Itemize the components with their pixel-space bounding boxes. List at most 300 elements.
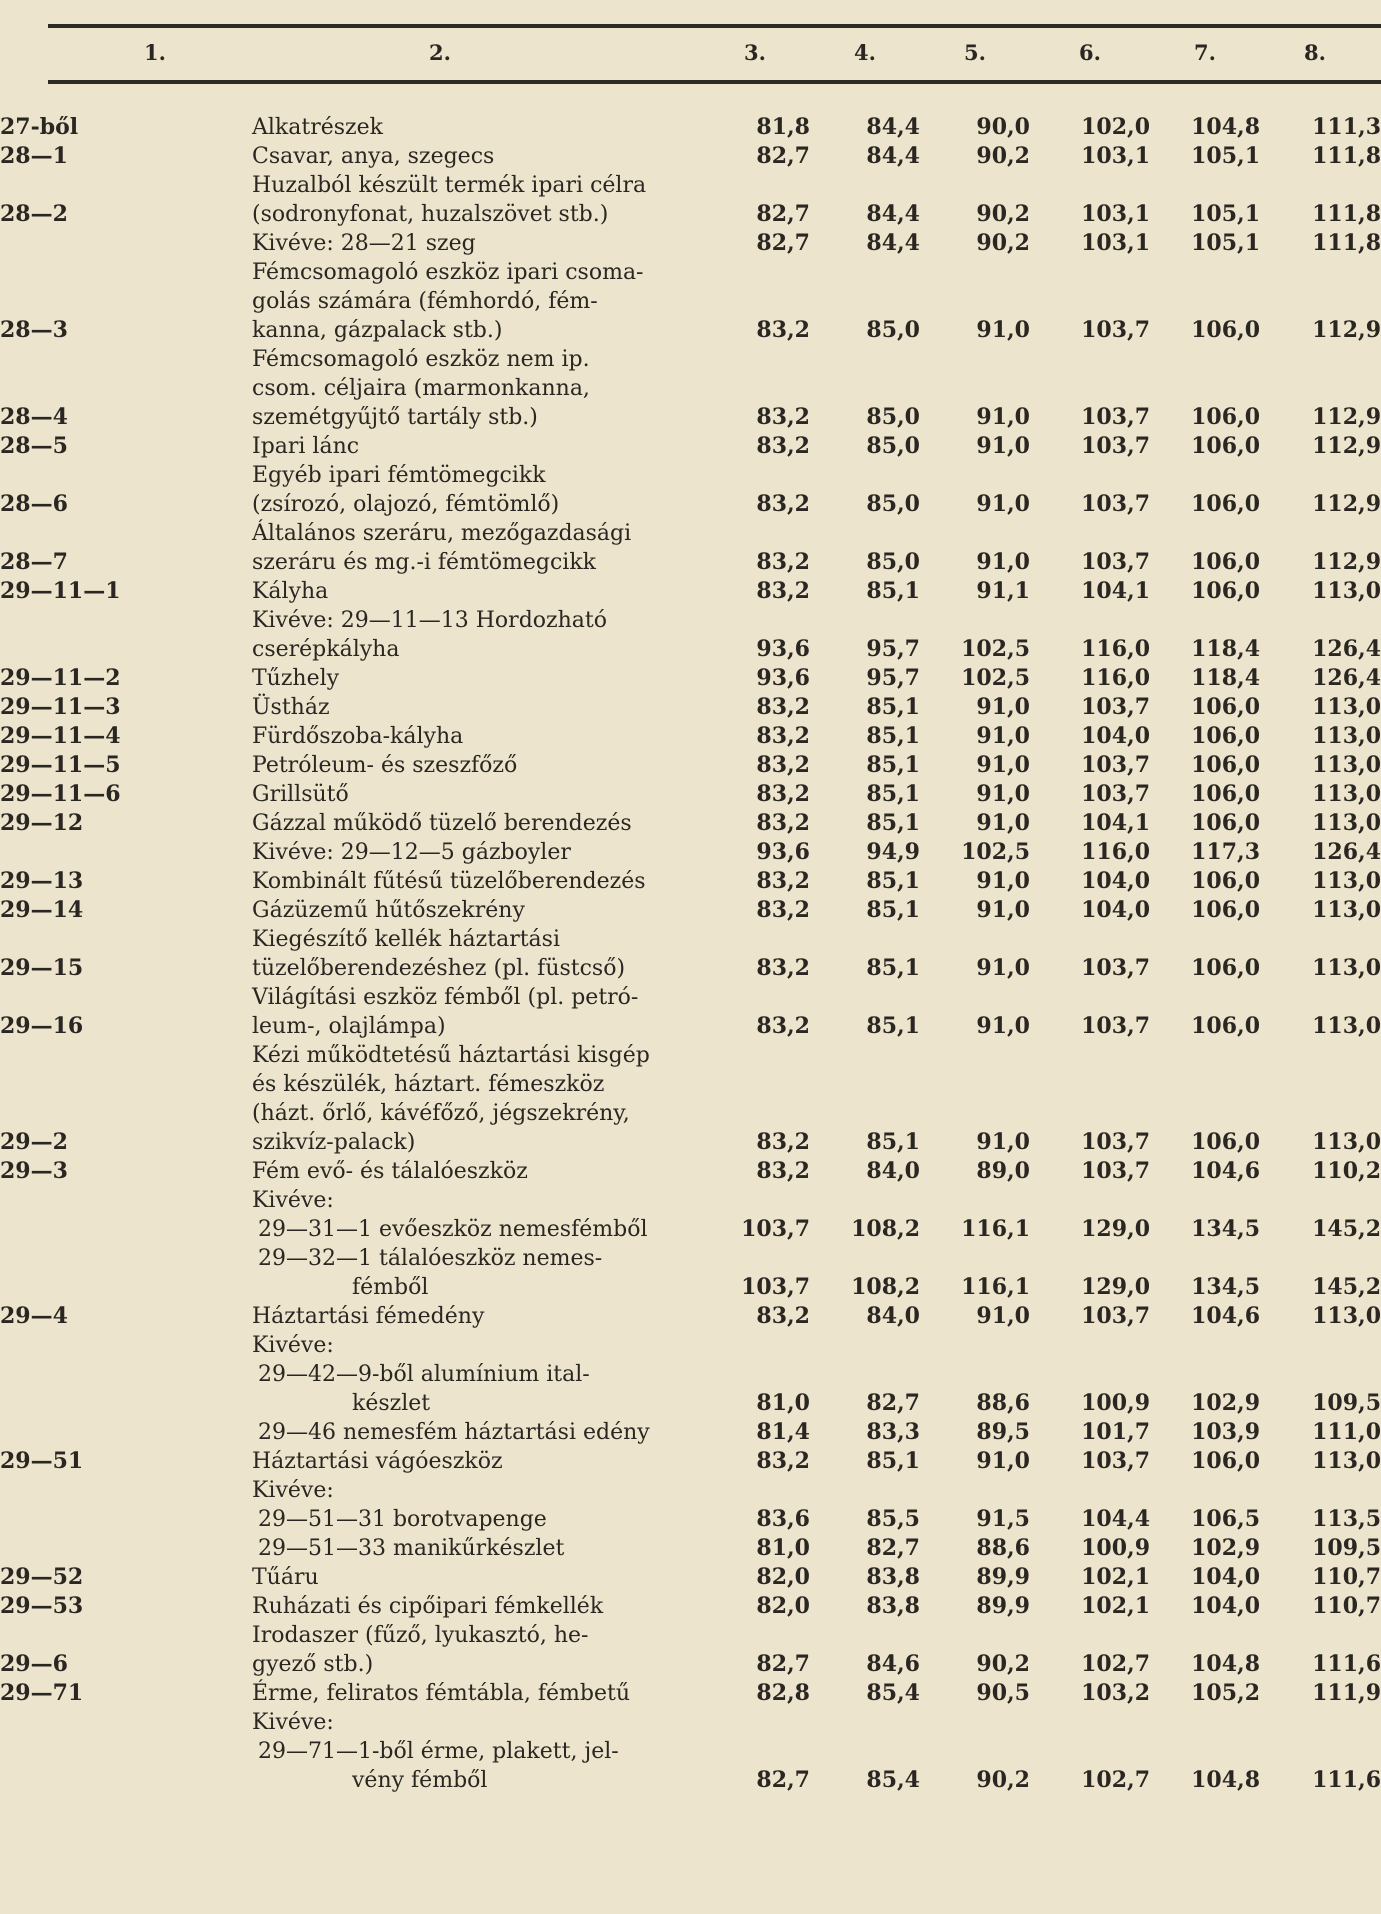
description-line: Alkatrészek	[252, 115, 383, 140]
value-col-5: 91,0	[976, 433, 1030, 459]
value-col-8: 111,6	[1312, 1651, 1381, 1677]
value-col-4: 84,0	[866, 1303, 920, 1329]
value-col-6: 103,7	[1081, 404, 1150, 430]
value-col-4: 84,0	[866, 1158, 920, 1184]
table-row	[0, 461, 1381, 519]
description-line: 29—42—9-ből alumínium ital-	[258, 1362, 590, 1387]
row-description	[252, 722, 700, 751]
table-row	[0, 983, 1381, 1041]
row-description	[252, 345, 700, 432]
value-col-4: 95,7	[866, 636, 920, 662]
table-row	[0, 1708, 1381, 1795]
value-col-3: 82,7	[756, 1651, 810, 1677]
value-col-6: 103,2	[1081, 1680, 1150, 1706]
header-rule	[48, 80, 1381, 84]
value-col-4: 85,4	[866, 1680, 920, 1706]
value-col-6: 103,7	[1081, 1303, 1150, 1329]
value-col-3: 82,7	[756, 230, 810, 256]
value-col-7: 106,0	[1191, 1013, 1260, 1039]
table-row	[0, 432, 1381, 461]
value-col-6: 103,7	[1081, 752, 1150, 778]
description-line: Tűáru	[252, 1565, 319, 1590]
value-col-6: 103,7	[1081, 317, 1150, 343]
value-col-6: 100,9	[1081, 1390, 1150, 1416]
value-col-7: 102,9	[1191, 1535, 1260, 1561]
value-col-3: 83,2	[756, 752, 810, 778]
row-code: 28—6	[0, 491, 68, 517]
table-row	[0, 171, 1381, 229]
table-row	[0, 1621, 1381, 1679]
table-row	[0, 1447, 1381, 1476]
description-line: 29—51—33 manikűrkészlet	[258, 1536, 565, 1561]
row-description	[252, 693, 700, 722]
row-code: 28—1	[0, 143, 68, 169]
value-col-3: 83,2	[756, 549, 810, 575]
value-col-8: 109,5	[1312, 1535, 1381, 1561]
value-col-4: 95,7	[866, 665, 920, 691]
table-row	[0, 751, 1381, 780]
row-description	[252, 113, 700, 142]
value-col-5: 91,0	[976, 404, 1030, 430]
value-col-3: 83,2	[756, 694, 810, 720]
description-line: Kivéve:	[252, 1188, 334, 1213]
row-description	[252, 142, 700, 171]
value-col-6: 104,0	[1081, 723, 1150, 749]
value-col-7: 106,0	[1191, 868, 1260, 894]
value-col-4: 84,6	[866, 1651, 920, 1677]
value-col-8: 111,3	[1312, 114, 1381, 140]
value-col-7: 102,9	[1191, 1390, 1260, 1416]
row-description	[252, 1708, 700, 1795]
value-col-6: 102,7	[1081, 1767, 1150, 1793]
value-col-6: 104,1	[1081, 810, 1150, 836]
value-col-4: 85,1	[866, 868, 920, 894]
value-col-6: 129,0	[1081, 1216, 1150, 1242]
value-col-4: 83,3	[866, 1419, 920, 1445]
value-col-7: 106,0	[1191, 1129, 1260, 1155]
value-col-5: 116,1	[961, 1216, 1030, 1242]
table-row	[0, 664, 1381, 693]
description-line: Fém evő- és tálalóeszköz	[252, 1159, 528, 1184]
value-col-5: 91,0	[976, 723, 1030, 749]
value-col-4: 85,0	[866, 404, 920, 430]
value-col-7: 104,8	[1191, 1651, 1260, 1677]
value-col-5: 116,1	[961, 1274, 1030, 1300]
row-code: 29—53	[0, 1593, 84, 1619]
value-col-3: 83,2	[756, 433, 810, 459]
value-col-4: 83,8	[866, 1564, 920, 1590]
table-row	[0, 1041, 1381, 1157]
table-row	[0, 142, 1381, 171]
description-line: Ipari lánc	[252, 434, 360, 459]
value-col-7: 106,5	[1191, 1506, 1260, 1532]
value-col-8: 112,9	[1312, 317, 1381, 343]
value-col-5: 88,6	[976, 1535, 1030, 1561]
value-col-4: 85,1	[866, 1129, 920, 1155]
table-row	[0, 1244, 1381, 1302]
row-code: 29—6	[0, 1651, 68, 1677]
description-line: (zsírozó, olajozó, fémtömlő)	[252, 492, 560, 517]
description-line: fémből	[352, 1275, 429, 1300]
value-col-3: 82,7	[756, 143, 810, 169]
row-description	[252, 258, 700, 345]
row-description	[252, 171, 700, 229]
table-row	[0, 1186, 1381, 1244]
row-code: 29—2	[0, 1129, 68, 1155]
table-row	[0, 113, 1381, 142]
description-line: Kivéve: 29—12—5 gázboyler	[252, 840, 571, 865]
value-col-3: 83,2	[756, 491, 810, 517]
row-code: 29—11—2	[0, 665, 121, 691]
row-description	[252, 519, 700, 577]
value-col-6: 101,7	[1081, 1419, 1150, 1445]
description-line: szikvíz-palack)	[252, 1130, 416, 1155]
value-col-3: 83,2	[756, 1158, 810, 1184]
row-code: 29—11—1	[0, 578, 121, 604]
value-col-3: 83,2	[756, 317, 810, 343]
value-col-5: 91,0	[976, 810, 1030, 836]
value-col-7: 105,2	[1191, 1680, 1260, 1706]
value-col-6: 103,7	[1081, 1013, 1150, 1039]
value-col-3: 83,2	[756, 1448, 810, 1474]
description-line: Kézi működtetésű háztartási kisgép	[252, 1043, 650, 1068]
value-col-3: 93,6	[756, 839, 810, 865]
value-col-5: 90,0	[976, 114, 1030, 140]
value-col-8: 112,9	[1312, 491, 1381, 517]
column-header-row	[0, 40, 1381, 70]
value-col-7: 134,5	[1191, 1274, 1260, 1300]
value-col-7: 106,0	[1191, 317, 1260, 343]
value-col-3: 82,0	[756, 1593, 810, 1619]
description-line: 29—31—1 evőeszköz nemesfémből	[258, 1217, 648, 1242]
value-col-5: 89,0	[976, 1158, 1030, 1184]
value-col-3: 83,6	[756, 1506, 810, 1532]
value-col-8: 111,9	[1312, 1680, 1381, 1706]
row-description	[252, 809, 700, 838]
value-col-5: 89,5	[976, 1419, 1030, 1445]
column-header-5: 5.	[964, 40, 986, 65]
description-line: 29—46 nemesfém háztartási edény	[258, 1420, 650, 1445]
row-description	[252, 1563, 700, 1592]
value-col-5: 91,5	[976, 1506, 1030, 1532]
value-col-8: 111,8	[1312, 143, 1381, 169]
value-col-3: 83,2	[756, 897, 810, 923]
value-col-6: 103,7	[1081, 955, 1150, 981]
description-line: Háztartási vágóeszköz	[252, 1449, 503, 1474]
table-row	[0, 838, 1381, 867]
value-col-7: 118,4	[1191, 636, 1260, 662]
value-col-4: 85,0	[866, 433, 920, 459]
table-row	[0, 693, 1381, 722]
table-row	[0, 1302, 1381, 1331]
row-code: 29—11—4	[0, 723, 121, 749]
value-col-6: 103,7	[1081, 433, 1150, 459]
value-col-3: 83,2	[756, 955, 810, 981]
table-row	[0, 925, 1381, 983]
value-col-5: 88,6	[976, 1390, 1030, 1416]
value-col-5: 90,2	[976, 1651, 1030, 1677]
table-row	[0, 258, 1381, 345]
value-col-4: 85,1	[866, 781, 920, 807]
value-col-8: 113,0	[1312, 723, 1381, 749]
table-row	[0, 519, 1381, 577]
description-line: Irodaszer (fűző, lyukasztó, he-	[252, 1623, 589, 1648]
row-description	[252, 1592, 700, 1621]
value-col-6: 102,1	[1081, 1593, 1150, 1619]
row-code	[0, 1534, 252, 1563]
value-col-4: 85,1	[866, 723, 920, 749]
description-line: (sodronyfonat, huzalszövet stb.)	[252, 202, 609, 227]
value-col-6: 102,0	[1081, 114, 1150, 140]
value-col-6: 104,1	[1081, 578, 1150, 604]
description-line: Kombinált fűtésű tüzelőberendezés	[252, 869, 646, 894]
value-col-4: 85,1	[866, 1013, 920, 1039]
value-col-3: 81,4	[756, 1419, 810, 1445]
row-code: 29—12	[0, 810, 84, 836]
value-col-8: 113,0	[1312, 752, 1381, 778]
value-col-6: 103,7	[1081, 549, 1150, 575]
value-col-8: 113,0	[1312, 1303, 1381, 1329]
row-description	[252, 896, 700, 925]
description-line: Világítási eszköz fémből (pl. petró-	[252, 985, 639, 1010]
row-code: 29—13	[0, 868, 84, 894]
value-col-5: 90,2	[976, 230, 1030, 256]
value-col-7: 106,0	[1191, 810, 1260, 836]
value-col-6: 103,1	[1081, 143, 1150, 169]
value-col-7: 118,4	[1191, 665, 1260, 691]
value-col-6: 104,0	[1081, 868, 1150, 894]
value-col-5: 91,0	[976, 1448, 1030, 1474]
row-description	[252, 780, 700, 809]
row-code: 28—7	[0, 549, 68, 575]
value-col-3: 81,8	[756, 114, 810, 140]
value-col-6: 103,7	[1081, 491, 1150, 517]
column-header-3: 3.	[744, 40, 766, 65]
value-col-7: 106,0	[1191, 404, 1260, 430]
value-col-7: 117,3	[1191, 839, 1260, 865]
description-line: Kiegészítő kellék háztartási	[252, 927, 560, 952]
value-col-8: 113,0	[1312, 578, 1381, 604]
value-col-4: 85,1	[866, 1448, 920, 1474]
row-code: 29—3	[0, 1158, 68, 1184]
value-col-7: 104,8	[1191, 114, 1260, 140]
description-line: (házt. őrlő, kávéfőző, jégszekrény,	[252, 1101, 630, 1126]
description-line: szeráru és mg.-i fémtömegcikk	[252, 550, 597, 575]
value-col-7: 104,6	[1191, 1303, 1260, 1329]
value-col-5: 91,0	[976, 868, 1030, 894]
row-description	[252, 751, 700, 780]
value-col-8: 110,7	[1312, 1564, 1381, 1590]
column-header-4: 4.	[854, 40, 876, 65]
value-col-6: 103,7	[1081, 694, 1150, 720]
value-col-8: 113,0	[1312, 897, 1381, 923]
value-col-3: 103,7	[741, 1274, 810, 1300]
description-line: gyező stb.)	[252, 1652, 374, 1677]
value-col-5: 91,0	[976, 694, 1030, 720]
value-col-5: 90,5	[976, 1680, 1030, 1706]
description-line: Huzalból készült termék ipari célra	[252, 173, 647, 198]
value-col-6: 103,1	[1081, 230, 1150, 256]
value-col-5: 91,0	[976, 1129, 1030, 1155]
description-line: tüzelőberendezéshez (pl. füstcső)	[252, 956, 626, 981]
row-code: 28—5	[0, 433, 68, 459]
value-col-8: 113,0	[1312, 1448, 1381, 1474]
description-line: Tűzhely	[252, 666, 340, 691]
value-col-5: 91,0	[976, 1303, 1030, 1329]
value-col-4: 85,0	[866, 317, 920, 343]
row-description	[252, 577, 700, 606]
description-line: leum-, olajlámpa)	[252, 1014, 446, 1039]
value-col-3: 82,7	[756, 1767, 810, 1793]
row-description	[252, 1041, 700, 1157]
value-col-3: 81,0	[756, 1535, 810, 1561]
value-col-6: 103,7	[1081, 1129, 1150, 1155]
value-col-8: 111,6	[1312, 1767, 1381, 1793]
table-row	[0, 1418, 1381, 1447]
row-description	[252, 1244, 700, 1302]
description-line: és készülék, háztart. fémeszköz	[252, 1072, 605, 1097]
table-body	[0, 113, 1381, 1795]
value-col-6: 116,0	[1081, 636, 1150, 662]
value-col-8: 113,0	[1312, 1013, 1381, 1039]
value-col-7: 103,9	[1191, 1419, 1260, 1445]
row-description	[252, 1534, 700, 1563]
value-col-3: 82,0	[756, 1564, 810, 1590]
column-header-8: 8.	[1304, 40, 1326, 65]
value-col-5: 91,0	[976, 752, 1030, 778]
description-line: Fémcsomagoló eszköz ipari csoma-	[252, 260, 644, 285]
value-col-7: 106,0	[1191, 955, 1260, 981]
value-col-8: 110,2	[1312, 1158, 1381, 1184]
value-col-8: 145,2	[1312, 1216, 1381, 1242]
column-header-1: 1.	[144, 40, 166, 65]
description-line: Grillsütő	[252, 782, 349, 807]
value-col-8: 113,0	[1312, 1129, 1381, 1155]
row-description	[252, 606, 700, 664]
value-col-4: 108,2	[851, 1216, 920, 1242]
value-col-7: 105,1	[1191, 143, 1260, 169]
value-col-6: 103,7	[1081, 1158, 1150, 1184]
row-code: 27-ből	[0, 114, 79, 140]
value-col-3: 82,8	[756, 1680, 810, 1706]
description-line: Üstház	[252, 695, 330, 720]
value-col-8: 113,0	[1312, 955, 1381, 981]
value-col-7: 106,0	[1191, 1448, 1260, 1474]
value-col-4: 84,4	[866, 201, 920, 227]
value-col-7: 106,0	[1191, 694, 1260, 720]
row-description	[252, 1679, 700, 1708]
description-line: Általános szeráru, mezőgazdasági	[252, 521, 632, 546]
value-col-7: 106,0	[1191, 578, 1260, 604]
row-description	[252, 925, 700, 983]
description-line: Egyéb ipari fémtömegcikk	[252, 463, 546, 488]
value-col-8: 112,9	[1312, 433, 1381, 459]
value-col-3: 83,2	[756, 1303, 810, 1329]
value-col-6: 103,1	[1081, 201, 1150, 227]
value-col-6: 103,7	[1081, 1448, 1150, 1474]
row-code	[0, 229, 252, 258]
description-line: 29—32—1 tálalóeszköz nemes-	[258, 1246, 603, 1271]
value-col-5: 91,0	[976, 1013, 1030, 1039]
value-col-5: 91,0	[976, 955, 1030, 981]
description-line: Kályha	[252, 579, 329, 604]
table-row	[0, 809, 1381, 838]
value-col-4: 82,7	[866, 1390, 920, 1416]
value-col-3: 83,2	[756, 1013, 810, 1039]
value-col-7: 106,0	[1191, 433, 1260, 459]
description-line: Fürdőszoba-kályha	[252, 724, 464, 749]
value-col-5: 89,9	[976, 1564, 1030, 1590]
value-col-8: 126,4	[1312, 839, 1381, 865]
value-col-4: 85,0	[866, 549, 920, 575]
description-line: Kivéve: 28—21 szeg	[252, 231, 476, 256]
value-col-4: 85,1	[866, 810, 920, 836]
value-col-8: 113,0	[1312, 694, 1381, 720]
description-line: szemétgyűjtő tartály stb.)	[252, 405, 538, 430]
value-col-3: 83,2	[756, 868, 810, 894]
value-col-3: 93,6	[756, 665, 810, 691]
value-col-4: 85,1	[866, 955, 920, 981]
value-col-8: 145,2	[1312, 1274, 1381, 1300]
row-code: 29—4	[0, 1303, 68, 1329]
value-col-6: 104,4	[1081, 1506, 1150, 1532]
row-description	[252, 1476, 700, 1534]
table-row	[0, 1563, 1381, 1592]
table-row	[0, 1331, 1381, 1418]
row-code	[0, 1244, 252, 1302]
value-col-6: 100,9	[1081, 1535, 1150, 1561]
description-line: 29—51—31 borotvapenge	[258, 1507, 547, 1532]
row-description	[252, 1186, 700, 1244]
value-col-4: 85,1	[866, 578, 920, 604]
value-col-8: 111,0	[1312, 1419, 1381, 1445]
value-col-5: 102,5	[961, 665, 1030, 691]
value-col-4: 85,1	[866, 694, 920, 720]
value-col-4: 85,1	[866, 752, 920, 778]
row-code: 29—14	[0, 897, 84, 923]
row-code: 28—2	[0, 201, 68, 227]
column-header-7: 7.	[1194, 40, 1216, 65]
row-code: 28—3	[0, 317, 68, 343]
value-col-5: 91,0	[976, 317, 1030, 343]
description-line: Háztartási fémedény	[252, 1304, 485, 1329]
value-col-6: 129,0	[1081, 1274, 1150, 1300]
description-line: Gázüzemű hűtőszekrény	[252, 898, 525, 923]
value-col-5: 91,0	[976, 781, 1030, 807]
value-col-7: 105,1	[1191, 230, 1260, 256]
description-line: vény fémből	[352, 1768, 488, 1793]
value-col-3: 83,2	[756, 810, 810, 836]
value-col-4: 108,2	[851, 1274, 920, 1300]
value-col-8: 126,4	[1312, 636, 1381, 662]
description-line: csom. céljaira (marmonkanna,	[252, 376, 590, 401]
value-col-7: 106,0	[1191, 491, 1260, 517]
table-row	[0, 345, 1381, 432]
description-line: Érme, feliratos fémtábla, fémbetű	[252, 1681, 631, 1706]
value-col-5: 91,0	[976, 897, 1030, 923]
row-description	[252, 1418, 700, 1447]
table-row	[0, 229, 1381, 258]
row-code	[0, 838, 252, 867]
value-col-8: 112,9	[1312, 549, 1381, 575]
value-col-7: 104,0	[1191, 1593, 1260, 1619]
description-line: Kivéve:	[252, 1710, 334, 1735]
description-line: Gázzal működő tüzelő berendezés	[252, 811, 632, 836]
table-row	[0, 867, 1381, 896]
row-description	[252, 461, 700, 519]
row-code	[0, 1708, 252, 1795]
value-col-4: 85,4	[866, 1767, 920, 1793]
